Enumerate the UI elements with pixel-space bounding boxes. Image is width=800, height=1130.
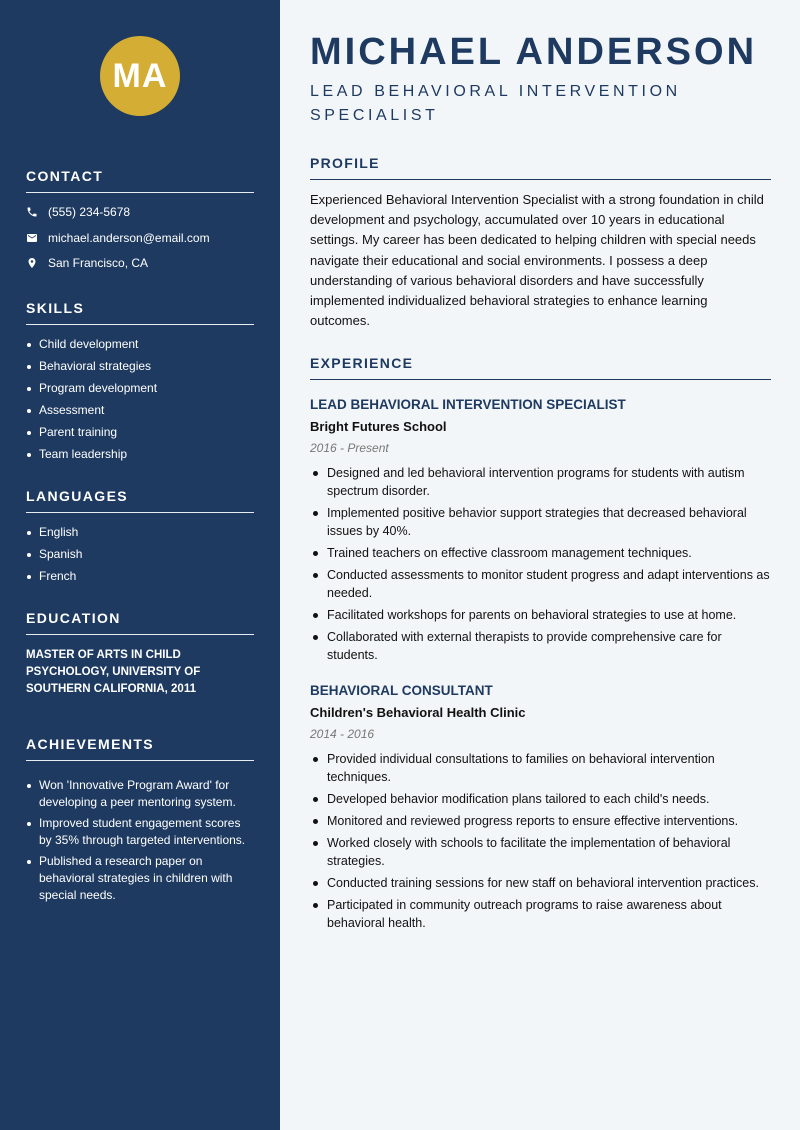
skill-item: Parent training bbox=[26, 425, 254, 440]
job-dates: 2016 - Present bbox=[310, 441, 389, 456]
candidate-title: LEAD BEHAVIORAL INTERVENTION SPECIALIST bbox=[310, 83, 681, 124]
job-dates: 2014 - 2016 bbox=[310, 727, 375, 742]
contact-location bbox=[26, 256, 254, 270]
job-bullets bbox=[310, 464, 771, 664]
email-icon bbox=[26, 232, 38, 244]
job-bullets bbox=[310, 750, 771, 932]
education-text: MASTER OF ARTS IN CHILD PSYCHOLOGY, UNIVERSITY OF SOUTHERN CALIFORNIA, 2011 bbox=[26, 649, 201, 695]
experience-heading: EXPERIENCE bbox=[310, 355, 771, 380]
achievements-heading: ACHIEVEMENTS bbox=[26, 736, 254, 761]
education-heading: EDUCATION bbox=[26, 610, 254, 635]
profile-text: Experienced Behavioral Intervention Specialist with a strong foundation in child development and psychology, accumulated over 10 years in educational settings. My career has been dedicated to helping children with special needs navigate their educational and social environments. I possess a deep understanding of various behavioral disorders and have successfully implemented individualized behavioral strategies to enhance learning outcomes. bbox=[310, 192, 764, 329]
phone-text: (555) 234-5678 bbox=[48, 205, 131, 219]
education-section bbox=[26, 610, 254, 698]
skill-item: Behavioral strategies bbox=[26, 359, 254, 374]
achievements-list bbox=[26, 777, 254, 904]
contact-section bbox=[26, 168, 254, 270]
contact-email bbox=[26, 231, 254, 245]
achievement-item: Improved student engagement scores by 35% through targeted interventions. bbox=[26, 815, 254, 849]
skill-item: Assessment bbox=[26, 403, 254, 418]
skills-section bbox=[26, 300, 254, 462]
phone-icon bbox=[26, 206, 38, 218]
languages-section bbox=[26, 488, 254, 584]
languages-heading: LANGUAGES bbox=[26, 488, 254, 513]
contact-heading: CONTACT bbox=[26, 168, 254, 193]
skill-item: Team leadership bbox=[26, 447, 254, 462]
profile-section bbox=[310, 155, 771, 331]
job-bullet: Monitored and reviewed progress reports to ensure effective interventions. bbox=[310, 812, 771, 830]
job-bullet: Developed behavior modification plans tailored to each child's needs. bbox=[310, 790, 771, 808]
job-title: LEAD BEHAVIORAL INTERVENTION SPECIALIST bbox=[310, 397, 626, 413]
profile-heading: PROFILE bbox=[310, 155, 771, 180]
email-text[interactable]: michael.anderson@email.com bbox=[48, 230, 210, 245]
candidate-name: MICHAEL ANDERSON bbox=[310, 31, 758, 73]
language-item: French bbox=[26, 569, 254, 584]
achievements-section bbox=[26, 736, 254, 904]
language-item: Spanish bbox=[26, 547, 254, 562]
contact-phone bbox=[26, 205, 254, 219]
job-bullet: Worked closely with schools to facilitate the implementation of behavioral strategies. bbox=[310, 834, 771, 870]
skill-item: Child development bbox=[26, 337, 254, 352]
job-title: BEHAVIORAL CONSULTANT bbox=[310, 683, 493, 699]
job-company: Children's Behavioral Health Clinic bbox=[310, 705, 526, 721]
job-bullet: Designed and led behavioral intervention programs for students with autism spectrum disorder. bbox=[310, 464, 771, 500]
job-company: Bright Futures School bbox=[310, 419, 447, 435]
sidebar bbox=[0, 0, 280, 1130]
job-bullet: Trained teachers on effective classroom management techniques. bbox=[310, 544, 771, 562]
language-item: English bbox=[26, 525, 254, 540]
job-bullet: Conducted assessments to monitor student progress and adapt interventions as needed. bbox=[310, 566, 771, 602]
languages-list bbox=[26, 525, 254, 584]
experience-section bbox=[310, 355, 771, 932]
job-bullet: Provided individual consultations to families on behavioral intervention techniques. bbox=[310, 750, 771, 786]
location-text: San Francisco, CA bbox=[48, 256, 149, 270]
job-entry bbox=[310, 682, 771, 932]
job-entry bbox=[310, 396, 771, 664]
skill-item: Program development bbox=[26, 381, 254, 396]
job-bullet: Implemented positive behavior support strategies that decreased behavioral issues by 40%. bbox=[310, 504, 771, 540]
skills-heading: SKILLS bbox=[26, 300, 254, 325]
location-pin-icon bbox=[26, 257, 38, 269]
job-bullet: Conducted training sessions for new staff on behavioral intervention practices. bbox=[310, 874, 771, 892]
job-bullet: Collaborated with external therapists to provide comprehensive care for students. bbox=[310, 628, 771, 664]
achievement-item: Won 'Innovative Program Award' for developing a peer mentoring system. bbox=[26, 777, 254, 811]
achievement-item: Published a research paper on behavioral strategies in children with special needs. bbox=[26, 853, 254, 904]
job-bullet: Participated in community outreach programs to raise awareness about behavioral health. bbox=[310, 896, 771, 932]
avatar: MA bbox=[100, 36, 180, 116]
skills-list bbox=[26, 337, 254, 462]
main-content bbox=[280, 0, 800, 1130]
job-bullet: Facilitated workshops for parents on behavioral strategies to use at home. bbox=[310, 606, 771, 624]
